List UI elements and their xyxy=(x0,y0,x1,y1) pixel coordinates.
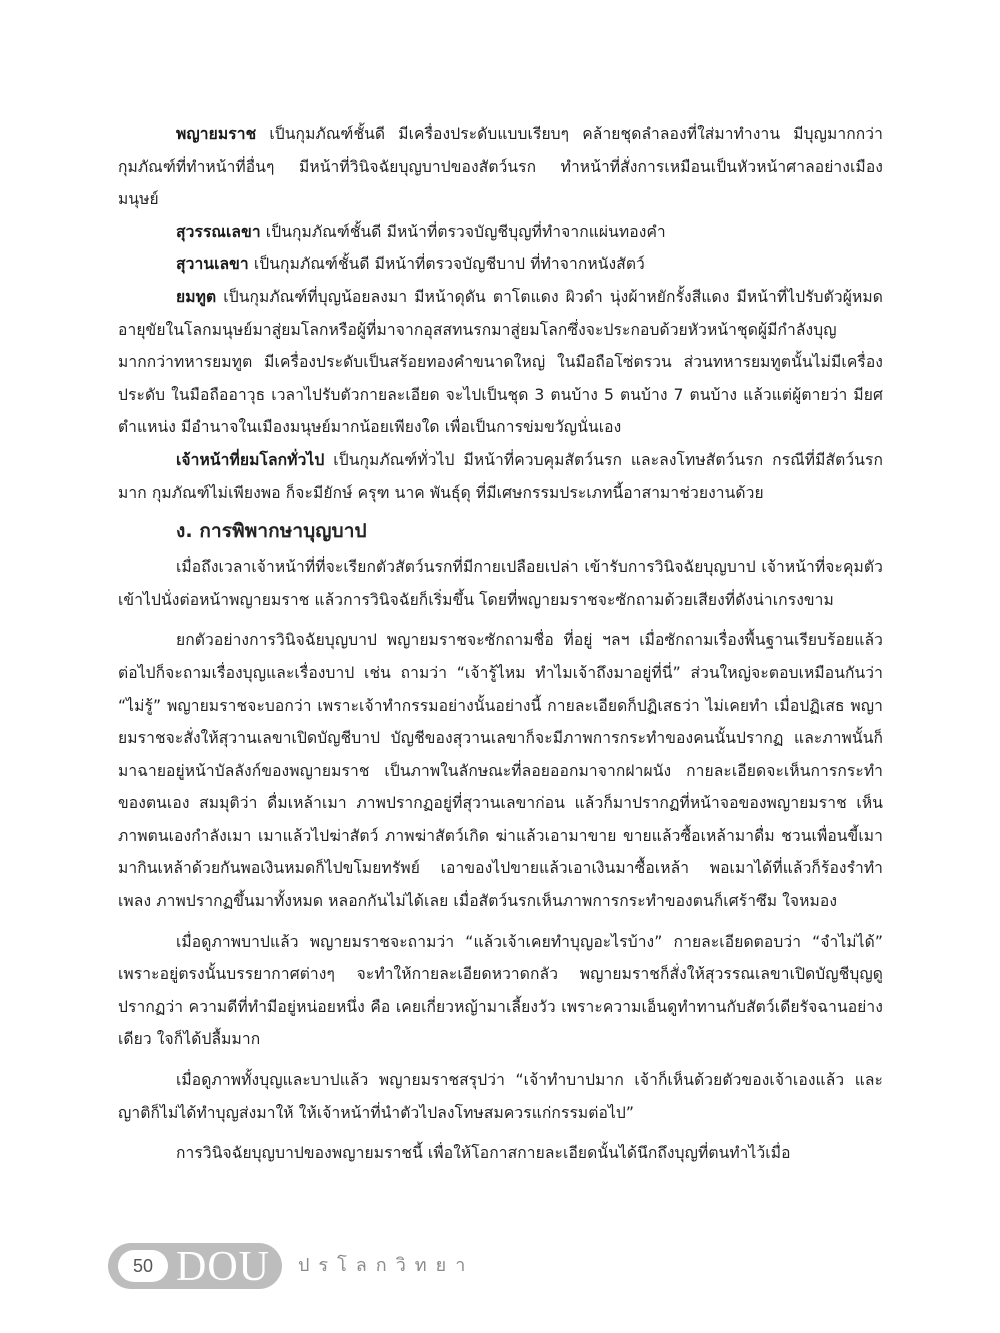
body-paragraph: เมื่อดูภาพทั้งบุญและบาปแล้ว พญายมราชสรุปว่า “เจ้าทำบาปมาก เจ้าก็เห็นด้วยตัวของเจ้าเองแล้ว และญาติก็ไม่ได้ทำบุญส่งมาให้ ให้เจ้าหน้าที่นำตัวไปลงโทษสมควรแก่กรรมต่อไป” xyxy=(118,1071,883,1122)
body-paragraph: เมื่อดูภาพบาปแล้ว พญายมราชจะถามว่า “แล้วเจ้าเคยทำบุญอะไรบ้าง” กายละเอียดตอบว่า “จำไม่ได้” เพราะอยู่ตรงนั้นบรรยากาศต่างๆ จะทำให้กายละเอียดหวาดกลัว พญายมราชก็สั่งให้สุวรรณเลขาเปิดบัญชีบุญดู ปรากฏว่า ความดีที่ทำมีอยู่หน่อยหนึ่ง คือ เคยเกี่ยวหญ้ามาเลี้ยงวัว เพราะความเอ็นดูทำทานกับสัตว์เดียรัจฉานอย่างเดียว ใจก็ได้ปลื้มมาก xyxy=(118,932,883,1049)
course-title: ปรโลกวิทยา xyxy=(298,1255,475,1276)
paragraph-yama xyxy=(118,118,883,216)
term-yomtut: ยมทูต xyxy=(176,287,217,306)
dou-logo: DOU xyxy=(176,1244,270,1290)
term-officers: เจ้าหน้าที่ยมโลกทั่วไป xyxy=(176,450,325,469)
desc-suwan: เป็นกุมภัณฑ์ชั้นดี มีหน้าที่ตรวจบัญชีบาป ที่ทำจากหนังสัตว์ xyxy=(248,255,645,274)
paragraph-officers xyxy=(118,444,883,509)
paragraph-yomtut xyxy=(118,281,883,444)
paragraph-suwanna xyxy=(118,216,883,249)
body-paragraph: เมื่อถึงเวลาเจ้าหน้าที่ที่จะเรียกตัวสัตว์นรกที่มีกายเปลือยเปล่า เข้ารับการวินิจฉัยบุญบาป เจ้าหน้าที่จะคุมตัวเข้าไปนั่งต่อหน้าพญายมราช แล้วการวินิจฉัยก็เริ่มขึ้น โดยที่พญายมราชจะซักถามด้วยเสียงที่ดังน่าเกรงขาม xyxy=(118,558,883,609)
desc-suwanna: เป็นกุมภัณฑ์ชั้นดี มีหน้าที่ตรวจบัญชีบุญที่ทำจากแผ่นทองคำ xyxy=(260,222,666,241)
desc-officers: เป็นกุมภัณฑ์ทั่วไป มีหน้าที่ควบคุมสัตว์นรก และลงโทษสัตว์นรก กรณีที่มีสัตว์นรกมาก กุมภัณฑ์ไม่เพียงพอ ก็จะมียักษ์ ครุฑ นาค พันธุ์ดุ ที่มีเศษกรรมประเภทนี้อาสามาช่วยงานด้วย xyxy=(118,450,883,502)
term-suwanna: สุวรรณเลขา xyxy=(176,222,261,241)
desc-yama: เป็นกุมภัณฑ์ชั้นดี มีเครื่องประดับแบบเรียบๆ คล้ายชุดลำลองที่ใส่มาทำงาน มีบุญมากกว่ากุมภัณฑ์ที่ทำหน้าที่อื่นๆ มีหน้าที่วินิจฉัยบุญบาปของสัตว์นรก ทำหน้าที่สั่งการเหมือนเป็นหัวหน้าศาลอย่างเมืองมนุษย์ xyxy=(118,125,883,209)
footer-badge xyxy=(108,1243,282,1289)
body-paragraph: การวินิจฉัยบุญบาปของพญายมราชนี้ เพื่อให้โอกาสกายละเอียดนั้นได้นึกถึงบุญที่ตนทำไว้เมื่อ xyxy=(176,1144,791,1163)
section-heading: ง. การพิพากษาบุญบาป xyxy=(176,520,367,543)
desc-yomtut: เป็นกุมภัณฑ์ที่บุญน้อยลงมา มีหน้าดุดัน ตาโตแดง ผิวดำ นุ่งผ้าหยักรั้งสีแดง มีหน้าที่ไปรับตัวผู้หมดอายุขัยในโลกมนุษย์มาสู่ยมโลกหรือผู้ที่มาจากอุสสทนรกมาสู่ยมโลกซึ่งจะประกอบด้วยหัวหน้าชุดผู้มีกำลังบุญมากกว่าทหารยมทูต มีเครื่องประดับเป็นสร้อยทองคำขนาดใหญ่ ในมือถือโซ่ตรวน ส่วนทหารยมทูตนั้นไม่มีเครื่องประดับ ในมือถืออาวุธ เวลาไปรับตัวกายละเอียด จะไปเป็นชุด 3 ตนบ้าง 5 ตนบ้าง 7 ตนบ้าง แล้วแต่ผู้ตายว่า มียศตำแหน่ง มีอำนาจในเมืองมนุษย์มากน้อยเพียงใด เพื่อเป็นการข่มขวัญนั่นเอง xyxy=(118,287,883,437)
page-number: 50 xyxy=(118,1250,168,1282)
paragraph-suwan xyxy=(118,248,883,281)
page-content xyxy=(118,118,883,1170)
term-yama: พญายมราช xyxy=(176,125,257,143)
page-footer xyxy=(108,1243,708,1293)
term-suwan: สุวานเลขา xyxy=(176,255,249,274)
body-paragraph: ยกตัวอย่างการวินิจฉัยบุญบาป พญายมราชจะซักถามชื่อ ที่อยู่ ฯลฯ เมื่อซักถามเรื่องพื้นฐานเรียบร้อยแล้ว ต่อไปก็จะถามเรื่องบุญและเรื่องบาป เช่น ถามว่า “เจ้ารู้ไหม ทำไมเจ้าถึงมาอยู่ที่นี่” ส่วนใหญ่จะตอบเหมือนกันว่า “ไม่รู้” พญายมราชจะบอกว่า เพราะเจ้าทำกรรมอย่างนั้นอย่างนี้ กายละเอียดก็ปฏิเสธว่า ไม่เคยทำ เมื่อปฏิเสธ พญายมราชจะสั่งให้สุวานเลขาเปิดบัญชีบาป บัญชีของสุวานเลขาก็จะมีภาพการกระทำของคนนั้นปรากฏ และภาพนั้นก็มาฉายอยู่หน้าบัลลังก์ของพญายมราช เป็นภาพในลักษณะที่ลอยออกมาจากฝาผนัง กายละเอียดจะเห็นการกระทำของตนเอง สมมุติว่า ดื่มเหล้าเมา ภาพปรากฏอยู่ที่สุวานเลขาก่อน แล้วก็มาปรากฏที่หน้าจอของพญายมราช เห็นภาพตนเองกำลังเมา เมาแล้วไปฆ่าสัตว์ ภาพฆ่าสัตว์เกิด ฆ่าแล้วเอามาขาย ขายแล้วซื้อเหล้ามาดื่ม ชวนเพื่อนขี้เมามากินเหล้าด้วยกันพอเงินหมดก็ไปขโมยทรัพย์ เอาของไปขายแล้วเอาเงินมาซื้อเหล้า พอเมาได้ที่แล้วก็ร้องรำทำเพลง ภาพปรากฏขึ้นมาทั้งหมด หลอกกันไม่ได้เลย เมื่อสัตว์นรกเห็นภาพการกระทำของตนก็เศร้าซึม ใจหมอง xyxy=(118,631,883,911)
